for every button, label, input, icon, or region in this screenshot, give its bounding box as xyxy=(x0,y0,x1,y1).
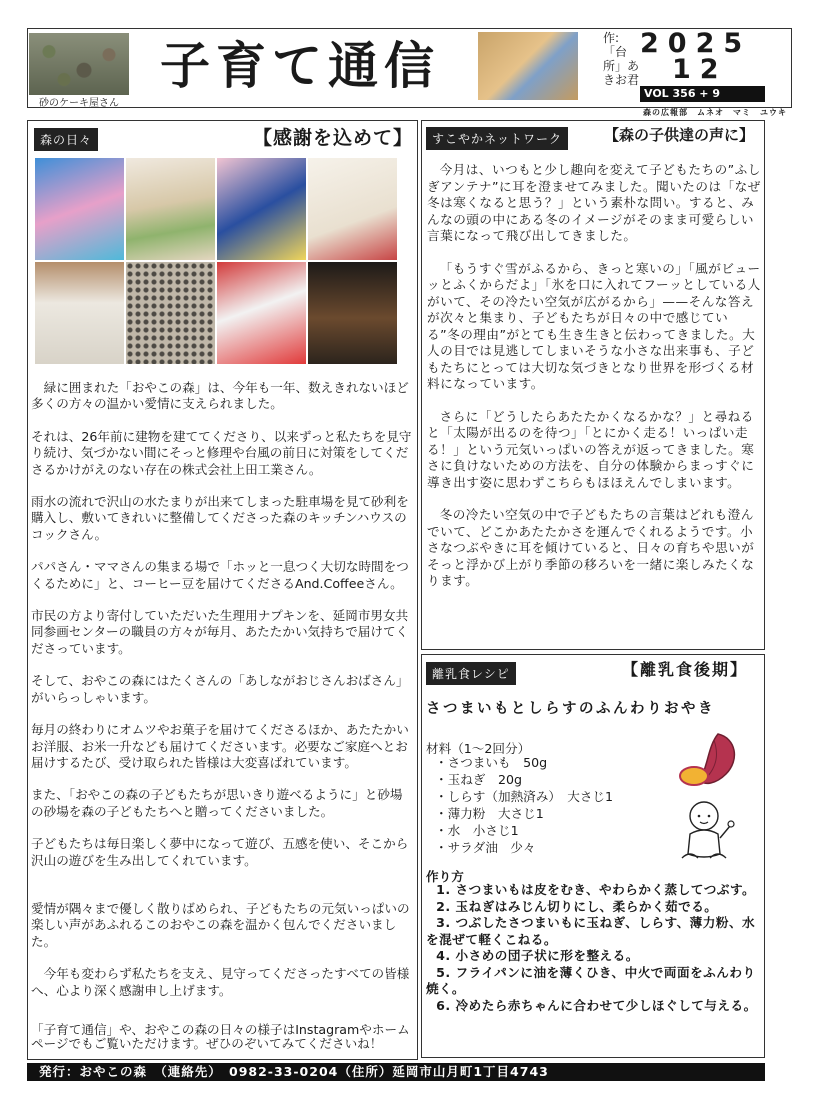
section-tag: 森の日々 xyxy=(34,128,98,151)
list-item: 3. つぶしたさつまいもに玉ねぎ、しらす、薄力粉、水を混ぜて軽くこねる。 xyxy=(426,915,756,947)
paragraph: 愛情が隅々まで優しく散りばめられ、子どもたちの元気いっぱいの楽しい声があふれるこのおやこの森を温かく包んでくださいました。 xyxy=(31,900,410,949)
list-item: 5. フライパンに油を薄くひき、中火で両面をふんわり焼く。 xyxy=(426,964,756,996)
issue-year: 2025 xyxy=(640,28,752,59)
author-label: 作:「台所」あきお君 xyxy=(603,31,640,87)
section-heading: 【感謝を込めて】 xyxy=(253,127,414,149)
paragraph: 今月は、いつもと少し趣向を変えて子どもたちの”ふしぎアンテナ”に耳を澄ませてみました。聞いたのは「なぜ冬は寒くなると思う？」という素朴な問い。すると、みんなの頭の中にある冬のイメージがそのまま可愛らしい言葉になって飛び出してきました。 xyxy=(427,162,761,243)
sand-cake-photo xyxy=(29,33,129,95)
recipe-title: さつまいもとしらすのふんわりおやき xyxy=(426,701,715,717)
paragraph: 緑に囲まれた「おやこの森」は、今年も一年、数えきれないほど多くの方々の温かい愛情に支えられました。 xyxy=(31,380,409,412)
ingredients-heading: 材料（1〜2回分） xyxy=(426,741,531,756)
section-heading: 【離乳食後期】 xyxy=(622,660,749,679)
list-item: 4. 小さめの団子状に形を整える。 xyxy=(436,948,639,963)
footer-contact: 発行：おやこの森 （連絡先） 0982-33-0204（住所）延岡市山月町1丁目4743 xyxy=(27,1063,765,1081)
photo-red-bags xyxy=(217,262,306,364)
paragraph: また、「おやこの森の子どもたちが思いきり遊べるように」と砂場の砂場を森の子どもたちへと贈ってくださいました。 xyxy=(31,787,403,819)
paragraph: 毎月の終わりにオムツやお菓子を届けてくださるほか、あたたかいお洋服、お米一升なども届けてくださいます。必要なご家庭へとお届けするたび、受け取られた皆様は大変喜ばれています。 xyxy=(31,722,409,770)
paragraph: 雨水の流れで沢山の水たまりが出来てしまった駐車場を見て砂利を購入し、敷いてきれいに整備してくださった森のキッチンハウスのコックさん。 xyxy=(31,494,409,542)
list-item: 6. 冷めたら赤ちゃんに合わせて少しほぐして与える。 xyxy=(436,997,757,1013)
right-article xyxy=(427,162,761,606)
paragraph: 「もうすぐ雪がふるから、きっと寒いの」「風がビューッとふくからだよ」「氷を口に入れてフーッとしている人がいて、その冷たい空気が広がるから」——そんな答えが次々と集まり、子どもたちが日々の中で感じている”冬の理由”がとても生き生きと伝わってきました。大人の目では見逃してしまいそうな小さな出来事も、子どもたちにとっては大切な気づきとなり世界を形づくる材料になっています。 xyxy=(427,260,761,391)
photo-snacks xyxy=(126,158,215,260)
photo-clothes xyxy=(217,158,306,260)
paragraph: パパさん・ママさんの集まる場で「ホッと一息つく大切な時間をつくるために」と、コーヒー豆を届けてくださるAnd.Coffeeさん。 xyxy=(31,559,409,591)
list-item: 2. 玉ねぎはみじん切りにし、柔らかく茹でる。 xyxy=(436,898,718,914)
list-item: ・しらす（加熱済み） 大さじ1 xyxy=(435,789,614,804)
list-item: ・さつまいも 50g xyxy=(435,755,548,770)
photo-rice-sack xyxy=(35,262,124,364)
photo-bags xyxy=(308,158,397,260)
list-item: ・玉ねぎ 20g xyxy=(435,772,522,787)
list-item: 1. さつまいもは皮をむき、やわらかく蒸してつぶす。 xyxy=(436,882,756,897)
list-item: ・薄力粉 大さじ1 xyxy=(435,806,544,821)
paragraph: さらに「どうしたらあたたかくなるかな？」と尋ねると「太陽が出るのを待つ」「とにかく走る！いっぱい走る！」という元気いっぱいの答えが返ってきました。寒さに負けないための方法を、自分の体験からまっすぐに導き出す姿に思わずこちらもほほえんでしまいます。 xyxy=(427,408,755,490)
method-list xyxy=(426,882,762,1014)
photo-coffee xyxy=(308,262,397,364)
ingredient-list xyxy=(435,754,675,856)
section-heading: 【森の子供達の声に】 xyxy=(604,126,755,144)
photo-gravel xyxy=(126,262,215,364)
paragraph: 冬の冷たい空気の中で子どもたちの言葉はどれも澄んでいて、どこかあたたかさを運んでくれるようです。小さなつぶやきに耳を傾けていると、日々の育ちや思いがそっと浮かび上がり季節の移ろいを一緒に楽しみたくなります。 xyxy=(427,507,755,588)
paragraph: それは、26年前に建物を建ててくださり、以来ずっと私たちを見守り続け、気づかない間にそっと修理や台風の前日に対策をしてくださるかけがえのない存在の株式会社上田工業さん。 xyxy=(31,428,412,477)
list-item: ・水 小さじ1 xyxy=(435,823,519,838)
issue-month: 12 xyxy=(672,54,728,85)
method-heading: 作り方 xyxy=(426,869,464,884)
baby-icon xyxy=(676,798,738,866)
photo-toys xyxy=(35,158,124,260)
paragraph: 子どもたちは毎日楽しく夢中になって遊び、五感を使い、そこから沢山の遊びを生み出してくれています。 xyxy=(31,836,409,868)
kitchen-toy-photo xyxy=(478,32,578,100)
paragraph: 「子育て通信」や、おやこの森の日々の様子はInstagramやホームページでもご覧いただけます。ぜひのぞいてみてくださいね！ xyxy=(31,1021,410,1051)
sweet-potato-icon xyxy=(678,730,742,790)
paragraph: 今年も変わらず私たちを支え、見守ってくださったすべての皆様へ、心より深く感謝申し上げます。 xyxy=(31,966,410,998)
section-tag: 離乳食レシピ xyxy=(426,662,516,685)
section-tag: すこやかネットワーク xyxy=(426,127,568,150)
list-item: ・サラダ油 少々 xyxy=(435,840,536,855)
logo-caption: 砂のケーキ屋さん xyxy=(39,98,119,109)
paragraph: そして、おやこの森にはたくさんの「あしながおじさんおばさん」がいらっしゃいます。 xyxy=(31,673,409,705)
donation-photo-grid xyxy=(35,158,397,364)
paragraph: 市民の方より寄付していただいた生理用ナプキンを、延岡市男女共同参画センターの職員の方々が毎月、あたたかい気持ちで届けてくださっています。 xyxy=(31,608,409,656)
volume-number: VOL 356 + 9 xyxy=(640,86,765,102)
page-title: 子育て通信 xyxy=(160,37,440,95)
left-article xyxy=(31,380,415,1067)
staff-credits: 森の広報部 ムネオ マミ ユウキ xyxy=(643,108,787,117)
